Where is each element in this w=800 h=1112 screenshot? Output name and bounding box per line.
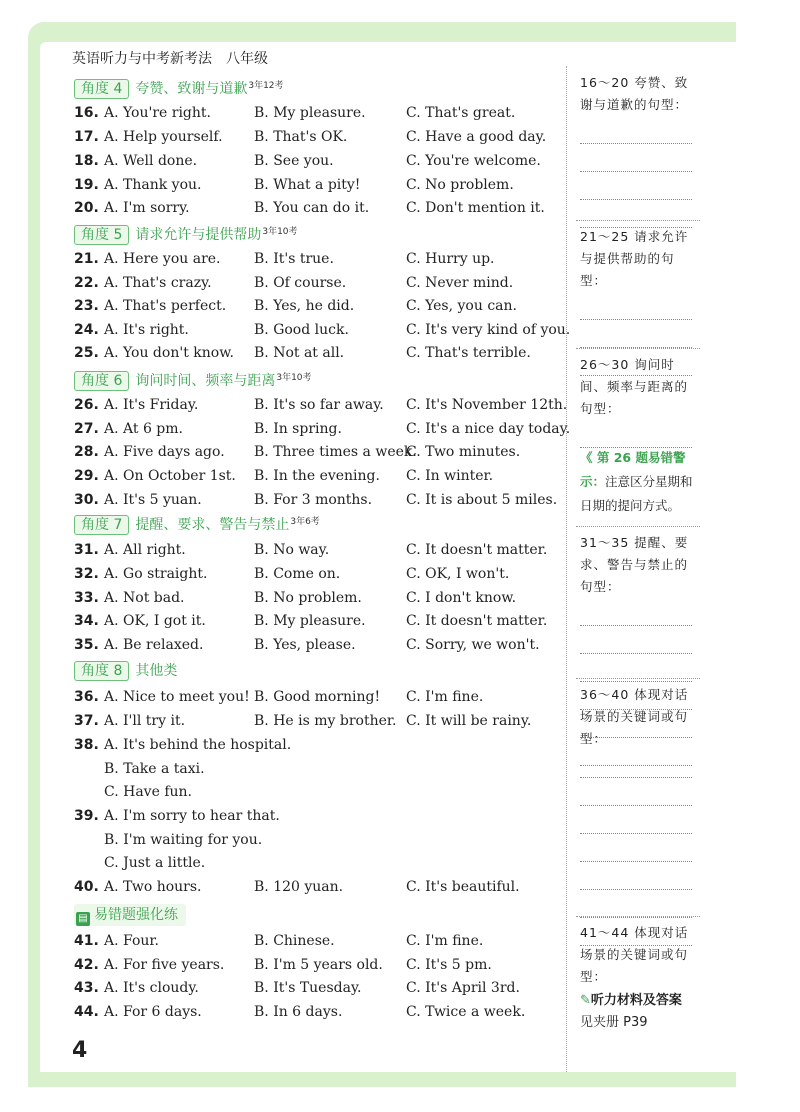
question-number: 37. bbox=[74, 713, 99, 729]
note-prompt: 21～25 请求允许与提供帮助的句型： bbox=[580, 229, 689, 288]
question-row bbox=[74, 319, 571, 341]
option-a: A. I'll try it. bbox=[104, 713, 186, 729]
tip-body: 注意区分星期和日期的提问方式。 bbox=[580, 474, 693, 513]
section-heading bbox=[74, 78, 284, 98]
section-tag: 角度 4 bbox=[74, 79, 129, 99]
question-row bbox=[74, 295, 554, 317]
option-a: A. All right. bbox=[104, 542, 186, 558]
option-a: A. You don't know. bbox=[104, 345, 234, 361]
answer-reference: ✎听力材料及答案 见夹册 P39 bbox=[580, 993, 682, 1030]
question-row bbox=[74, 126, 554, 148]
page-number: 4 bbox=[72, 1038, 88, 1063]
option-c: C. Twice a week. bbox=[406, 1004, 526, 1020]
option-b: B. Good morning! bbox=[254, 689, 381, 705]
question-row bbox=[74, 758, 554, 780]
option-b: B. Yes, he did. bbox=[254, 298, 355, 314]
note-prompt: 41～44 体现对话场景的关键词或句型： bbox=[580, 925, 689, 984]
question-row bbox=[74, 852, 554, 874]
question-row bbox=[74, 272, 554, 294]
option-a: A. Not bad. bbox=[104, 590, 185, 606]
option-c: C. It is about 5 miles. bbox=[406, 492, 558, 508]
question-row bbox=[74, 876, 554, 898]
option-c: C. It's November 12th. bbox=[406, 397, 568, 413]
section-title: 其他类 bbox=[135, 663, 178, 679]
question-number: 25. bbox=[74, 345, 99, 361]
section-frequency: 3年10考 bbox=[276, 373, 312, 383]
option-b: B. See you. bbox=[254, 153, 334, 169]
question-number: 44. bbox=[74, 1004, 99, 1020]
option-b: B. Yes, please. bbox=[254, 637, 356, 653]
drill-icon: ▤ bbox=[76, 912, 90, 926]
note-prompt: 16～20 夸赞、致谢与道歉的句型： bbox=[580, 75, 689, 112]
option-a: C. Have fun. bbox=[104, 784, 192, 800]
question-number: 21. bbox=[74, 251, 99, 267]
question-number: 22. bbox=[74, 275, 99, 291]
question-row bbox=[74, 102, 554, 124]
question-number: 28. bbox=[74, 444, 99, 460]
option-c: C. That's terrible. bbox=[406, 345, 531, 361]
note-block bbox=[580, 684, 700, 946]
option-c: C. Have a good day. bbox=[406, 129, 547, 145]
option-a: A. You're right. bbox=[104, 105, 211, 121]
question-number: 33. bbox=[74, 590, 99, 606]
question-number: 26. bbox=[74, 397, 99, 413]
question-row bbox=[74, 977, 554, 999]
option-c: C. Two minutes. bbox=[406, 444, 521, 460]
option-c: C. You're welcome. bbox=[406, 153, 541, 169]
option-b: B. In spring. bbox=[254, 421, 342, 437]
option-b: B. It's so far away. bbox=[254, 397, 384, 413]
option-c: C. In winter. bbox=[406, 468, 494, 484]
option-c: C. It's 5 pm. bbox=[406, 957, 492, 973]
option-b: B. Good luck. bbox=[254, 322, 349, 338]
note-line[interactable] bbox=[580, 834, 692, 862]
option-c: C. Sorry, we won't. bbox=[406, 637, 540, 653]
option-a: B. I'm waiting for you. bbox=[104, 832, 263, 848]
question-number: 24. bbox=[74, 322, 99, 338]
section-frequency: 3年12考 bbox=[248, 81, 284, 91]
tip-box bbox=[580, 446, 698, 518]
option-a: A. On October 1st. bbox=[104, 468, 236, 484]
question-row bbox=[74, 489, 558, 511]
option-b: B. In 6 days. bbox=[254, 1004, 343, 1020]
option-b: B. Come on. bbox=[254, 566, 341, 582]
option-b: B. Of course. bbox=[254, 275, 347, 291]
note-line[interactable] bbox=[580, 292, 692, 320]
option-a: A. Four. bbox=[104, 933, 160, 949]
question-row bbox=[74, 734, 554, 756]
question-row bbox=[74, 954, 554, 976]
option-b: B. It's true. bbox=[254, 251, 334, 267]
section-tag: 角度 8 bbox=[74, 661, 129, 681]
note-prompt: 36～40 体现对话场景的关键词或句型： bbox=[580, 687, 689, 746]
option-a: A. For 6 days. bbox=[104, 1004, 202, 1020]
note-divider bbox=[576, 348, 700, 349]
tip-title: 《 第 26 题易错警示： bbox=[580, 450, 686, 489]
option-b: B. In the evening. bbox=[254, 468, 380, 484]
question-row bbox=[74, 805, 554, 827]
note-line[interactable] bbox=[580, 806, 692, 834]
question-row bbox=[74, 539, 554, 561]
question-number: 35. bbox=[74, 637, 99, 653]
note-divider bbox=[576, 916, 700, 917]
option-a: A. That's perfect. bbox=[104, 298, 227, 314]
note-line[interactable] bbox=[580, 778, 692, 806]
option-c: C. I don't know. bbox=[406, 590, 517, 606]
option-b: B. What a pity! bbox=[254, 177, 361, 193]
option-b: B. Three times a week. bbox=[254, 444, 417, 460]
question-row bbox=[74, 342, 554, 364]
option-c: C. It's April 3rd. bbox=[406, 980, 520, 996]
drill-section-title: ▤ 易错题强化练 bbox=[74, 904, 186, 926]
question-row bbox=[74, 587, 554, 609]
note-block bbox=[580, 354, 700, 448]
note-block bbox=[580, 922, 700, 988]
question-number: 16. bbox=[74, 105, 99, 121]
question-row bbox=[74, 710, 554, 732]
option-a: A. Nice to meet you! bbox=[104, 689, 250, 705]
question-number: 39. bbox=[74, 808, 99, 824]
option-c: C. It's beautiful. bbox=[406, 879, 520, 895]
note-line[interactable] bbox=[580, 200, 692, 228]
option-a: A. It's cloudy. bbox=[104, 980, 199, 996]
option-b: B. My pleasure. bbox=[254, 613, 366, 629]
question-number: 40. bbox=[74, 879, 99, 895]
question-row bbox=[74, 418, 571, 440]
option-a: C. Just a little. bbox=[104, 855, 206, 871]
option-b: B. Not at all. bbox=[254, 345, 345, 361]
question-row bbox=[74, 197, 554, 219]
question-row bbox=[74, 610, 554, 632]
option-a: A. Help yourself. bbox=[104, 129, 223, 145]
option-b: B. No way. bbox=[254, 542, 330, 558]
option-b: B. 120 yuan. bbox=[254, 879, 344, 895]
question-number: 41. bbox=[74, 933, 99, 949]
option-c: C. That's great. bbox=[406, 105, 516, 121]
note-line[interactable] bbox=[580, 320, 692, 348]
option-a: A. OK, I got it. bbox=[104, 613, 206, 629]
question-number: 42. bbox=[74, 957, 99, 973]
question-number: 23. bbox=[74, 298, 99, 314]
note-prompt: 26～30 询问时间、频率与距离的句型： bbox=[580, 357, 689, 416]
option-b: B. You can do it. bbox=[254, 200, 370, 216]
option-a: A. That's crazy. bbox=[104, 275, 212, 291]
note-line[interactable] bbox=[580, 750, 692, 778]
note-line[interactable] bbox=[580, 420, 692, 448]
section-title: 夸赞、致谢与道歉 bbox=[135, 81, 248, 97]
option-b: B. It's Tuesday. bbox=[254, 980, 362, 996]
option-b: B. No problem. bbox=[254, 590, 362, 606]
note-block bbox=[580, 72, 700, 228]
option-a: A. Thank you. bbox=[104, 177, 202, 193]
question-row bbox=[74, 563, 554, 585]
question-row bbox=[74, 686, 554, 708]
option-c: C. I'm fine. bbox=[406, 933, 484, 949]
option-a: A. I'm sorry to hear that. bbox=[104, 808, 280, 824]
section-tag: 角度 5 bbox=[74, 225, 129, 245]
question-number: 30. bbox=[74, 492, 99, 508]
option-c: C. It will be rainy. bbox=[406, 713, 532, 729]
question-row bbox=[74, 781, 554, 803]
question-number: 32. bbox=[74, 566, 99, 582]
option-a: A. It's behind the hospital. bbox=[104, 737, 292, 753]
question-row bbox=[74, 150, 554, 172]
section-heading bbox=[74, 660, 178, 680]
option-a: A. Go straight. bbox=[104, 566, 208, 582]
note-line[interactable] bbox=[580, 890, 692, 918]
note-line[interactable] bbox=[580, 626, 692, 654]
option-a: A. It's 5 yuan. bbox=[104, 492, 202, 508]
option-c: C. It's very kind of you. bbox=[406, 322, 571, 338]
question-row bbox=[74, 441, 554, 463]
pencil-icon: ✎ bbox=[580, 993, 591, 1008]
section-heading bbox=[74, 224, 298, 244]
option-a: A. Here you are. bbox=[104, 251, 221, 267]
section-heading bbox=[74, 370, 312, 390]
section-title: 提醒、要求、警告与禁止 bbox=[135, 517, 290, 533]
option-a: A. For five years. bbox=[104, 957, 225, 973]
note-prompt: 31～35 提醒、要求、警告与禁止的句型： bbox=[580, 535, 689, 594]
section-tag: 角度 7 bbox=[74, 515, 129, 535]
option-a: A. It's Friday. bbox=[104, 397, 199, 413]
section-frequency: 3年6考 bbox=[290, 517, 320, 527]
option-c: C. It doesn't matter. bbox=[406, 613, 548, 629]
note-line[interactable] bbox=[580, 172, 692, 200]
section-frequency: 3年10考 bbox=[262, 227, 298, 237]
note-line[interactable] bbox=[580, 598, 692, 626]
option-c: C. OK, I won't. bbox=[406, 566, 510, 582]
option-b: B. I'm 5 years old. bbox=[254, 957, 383, 973]
question-row bbox=[74, 248, 554, 270]
note-divider bbox=[576, 220, 700, 221]
section-heading bbox=[74, 514, 320, 534]
question-row bbox=[74, 174, 554, 196]
question-number: 19. bbox=[74, 177, 99, 193]
question-number: 31. bbox=[74, 542, 99, 558]
note-divider bbox=[576, 526, 700, 527]
question-row bbox=[74, 930, 554, 952]
section-title: 询问时间、频率与距离 bbox=[135, 373, 276, 389]
option-a: A. Be relaxed. bbox=[104, 637, 204, 653]
option-a: B. Take a taxi. bbox=[104, 761, 205, 777]
option-b: B. That's OK. bbox=[254, 129, 348, 145]
option-a: A. Well done. bbox=[104, 153, 198, 169]
question-row bbox=[74, 394, 568, 416]
option-a: A. Two hours. bbox=[104, 879, 202, 895]
section-tag: 角度 6 bbox=[74, 371, 129, 391]
question-number: 36. bbox=[74, 689, 99, 705]
option-c: C. Never mind. bbox=[406, 275, 514, 291]
note-divider bbox=[576, 678, 700, 679]
question-row bbox=[74, 634, 554, 656]
note-line[interactable] bbox=[580, 862, 692, 890]
page-header: 英语听力与中考新考法 八年级 bbox=[72, 51, 268, 67]
question-number: 38. bbox=[74, 737, 99, 753]
question-number: 18. bbox=[74, 153, 99, 169]
section-title: 请求允许与提供帮助 bbox=[135, 227, 262, 243]
question-number: 43. bbox=[74, 980, 99, 996]
option-c: C. No problem. bbox=[406, 177, 514, 193]
option-c: C. Don't mention it. bbox=[406, 200, 545, 216]
option-b: B. For 3 months. bbox=[254, 492, 373, 508]
question-number: 34. bbox=[74, 613, 99, 629]
option-c: C. Hurry up. bbox=[406, 251, 495, 267]
question-row bbox=[74, 1001, 554, 1023]
note-line[interactable] bbox=[580, 116, 692, 144]
note-line[interactable] bbox=[580, 144, 692, 172]
question-number: 20. bbox=[74, 200, 99, 216]
option-c: C. It doesn't matter. bbox=[406, 542, 548, 558]
option-a: A. Five days ago. bbox=[104, 444, 225, 460]
question-row bbox=[74, 829, 554, 851]
question-number: 29. bbox=[74, 468, 99, 484]
option-c: C. It's a nice day today. bbox=[406, 421, 571, 437]
option-a: A. At 6 pm. bbox=[104, 421, 183, 437]
option-b: B. Chinese. bbox=[254, 933, 335, 949]
question-row bbox=[74, 465, 554, 487]
option-a: A. I'm sorry. bbox=[104, 200, 190, 216]
option-a: A. It's right. bbox=[104, 322, 189, 338]
option-c: C. I'm fine. bbox=[406, 689, 484, 705]
question-number: 27. bbox=[74, 421, 99, 437]
option-c: C. Yes, you can. bbox=[406, 298, 517, 314]
question-number: 17. bbox=[74, 129, 99, 145]
option-b: B. My pleasure. bbox=[254, 105, 366, 121]
option-b: B. He is my brother. bbox=[254, 713, 397, 729]
